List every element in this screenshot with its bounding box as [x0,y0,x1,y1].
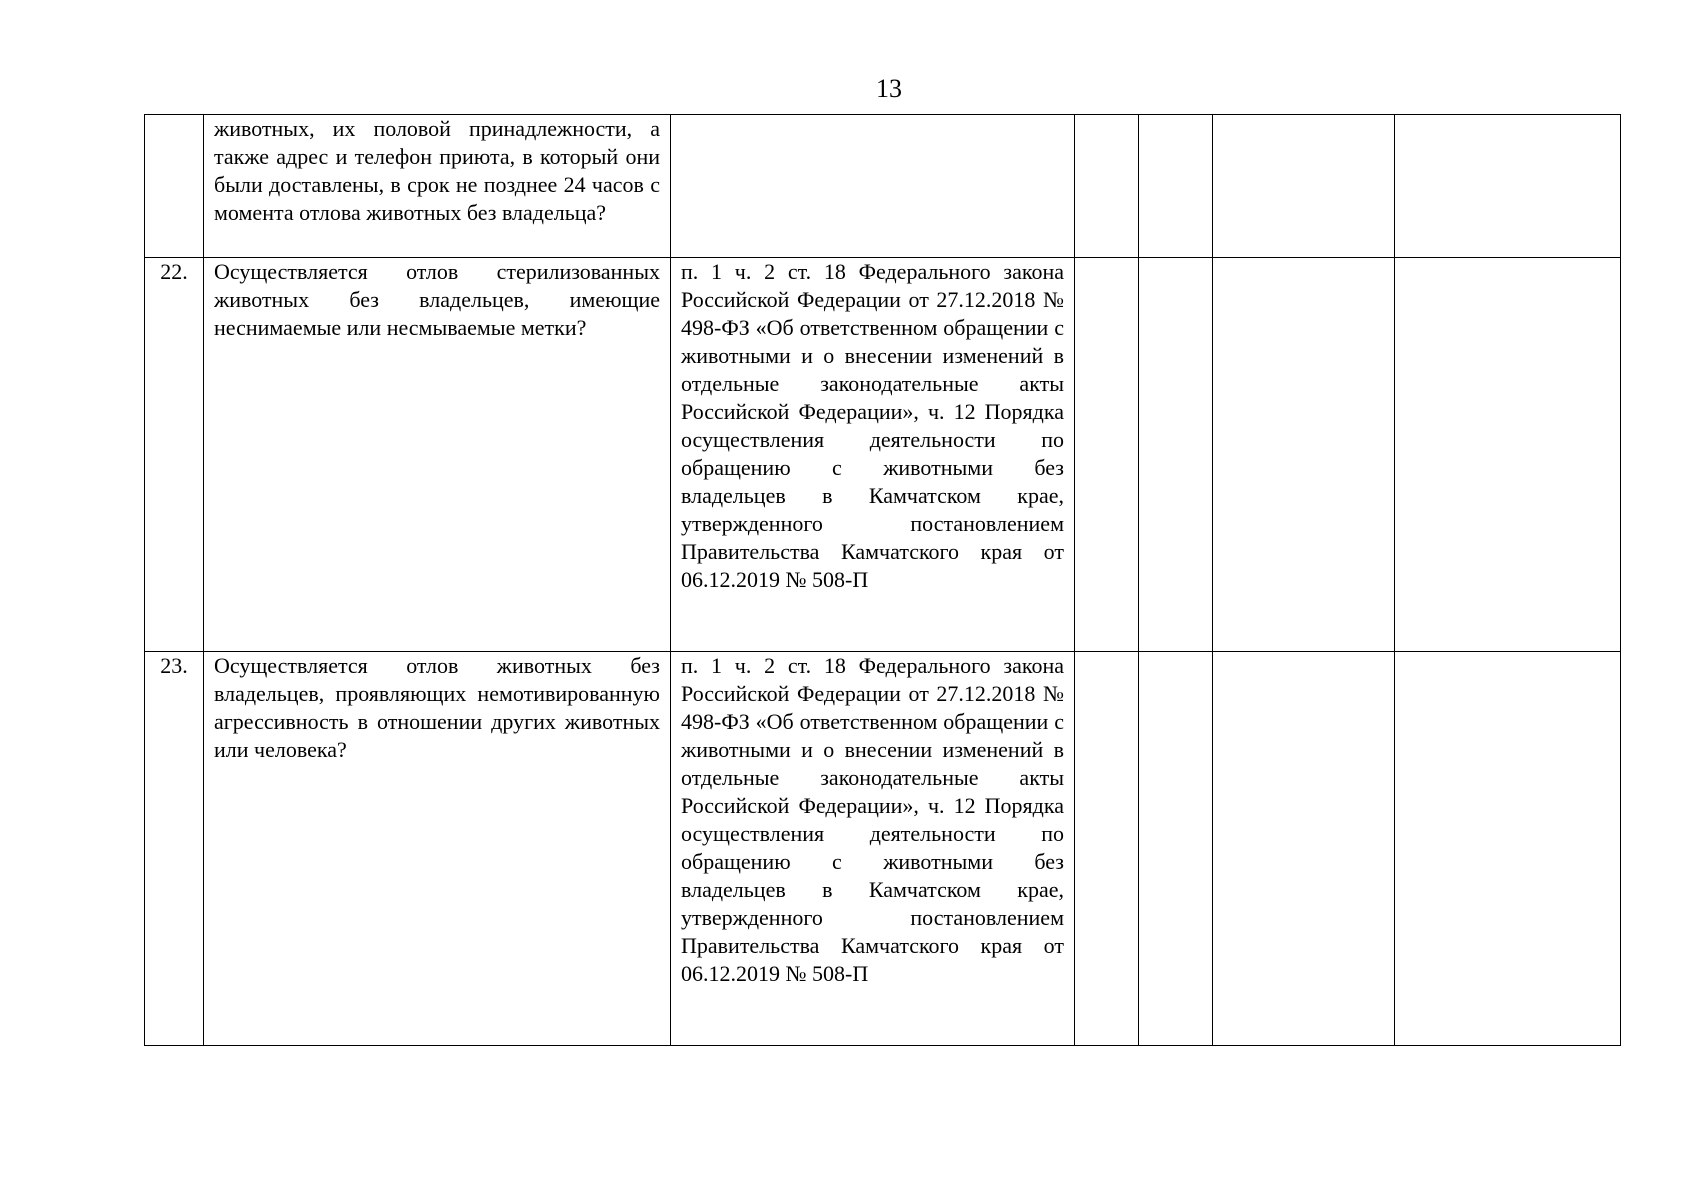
answer-no-cell [1139,652,1213,1046]
answer-no-cell [1139,115,1213,258]
table-row-22 [145,258,1621,652]
note-cell [1395,258,1621,652]
question-text: Осуществляется отлов стерилизованных животных без владельцев, имеющие неснимаемые или несмываемые метки? [204,258,671,652]
answer-yes-cell [1075,652,1139,1046]
note-cell [1395,115,1621,258]
not-applicable-cell [1213,258,1395,652]
question-text: Осуществляется отлов животных без владельцев, проявляющих немотивированную агрессивность в отношении других животных или человека? [204,652,671,1046]
table-row-23 [145,652,1621,1046]
answer-yes-cell [1075,258,1139,652]
row-number [145,115,204,258]
checklist-table [144,114,1621,1046]
answer-no-cell [1139,258,1213,652]
question-text: животных, их половой принадлежности, а также адрес и телефон приюта, в который они были доставлены, в срок не позднее 24 часов с момента отлова животных без владельца? [204,115,671,258]
row-number: 23. [145,652,204,1046]
row-number: 22. [145,258,204,652]
table-row-continuation [145,115,1621,258]
not-applicable-cell [1213,115,1395,258]
answer-yes-cell [1075,115,1139,258]
page-number: 13 [876,74,902,103]
legal-basis-text [671,115,1075,258]
legal-basis-text: п. 1 ч. 2 ст. 18 Федерального закона Российской Федерации от 27.12.2018 № 498-ФЗ «Об ответственном обращении с животными и о внесении изменений в отдельные законодательные акты Российской Федерации», ч. 12 Порядка осуществления деятельности по обращению с животными без владельцев в Камчатском крае, утвержденного постановлением Правительства Камчатского края от 06.12.2019 № 508-П [671,258,1075,652]
note-cell [1395,652,1621,1046]
not-applicable-cell [1213,652,1395,1046]
legal-basis-text: п. 1 ч. 2 ст. 18 Федерального закона Российской Федерации от 27.12.2018 № 498-ФЗ «Об ответственном обращении с животными и о внесении изменений в отдельные законодательные акты Российской Федерации», ч. 12 Порядка осуществления деятельности по обращению с животными без владельцев в Камчатском крае, утвержденного постановлением Правительства Камчатского края от 06.12.2019 № 508-П [671,652,1075,1046]
